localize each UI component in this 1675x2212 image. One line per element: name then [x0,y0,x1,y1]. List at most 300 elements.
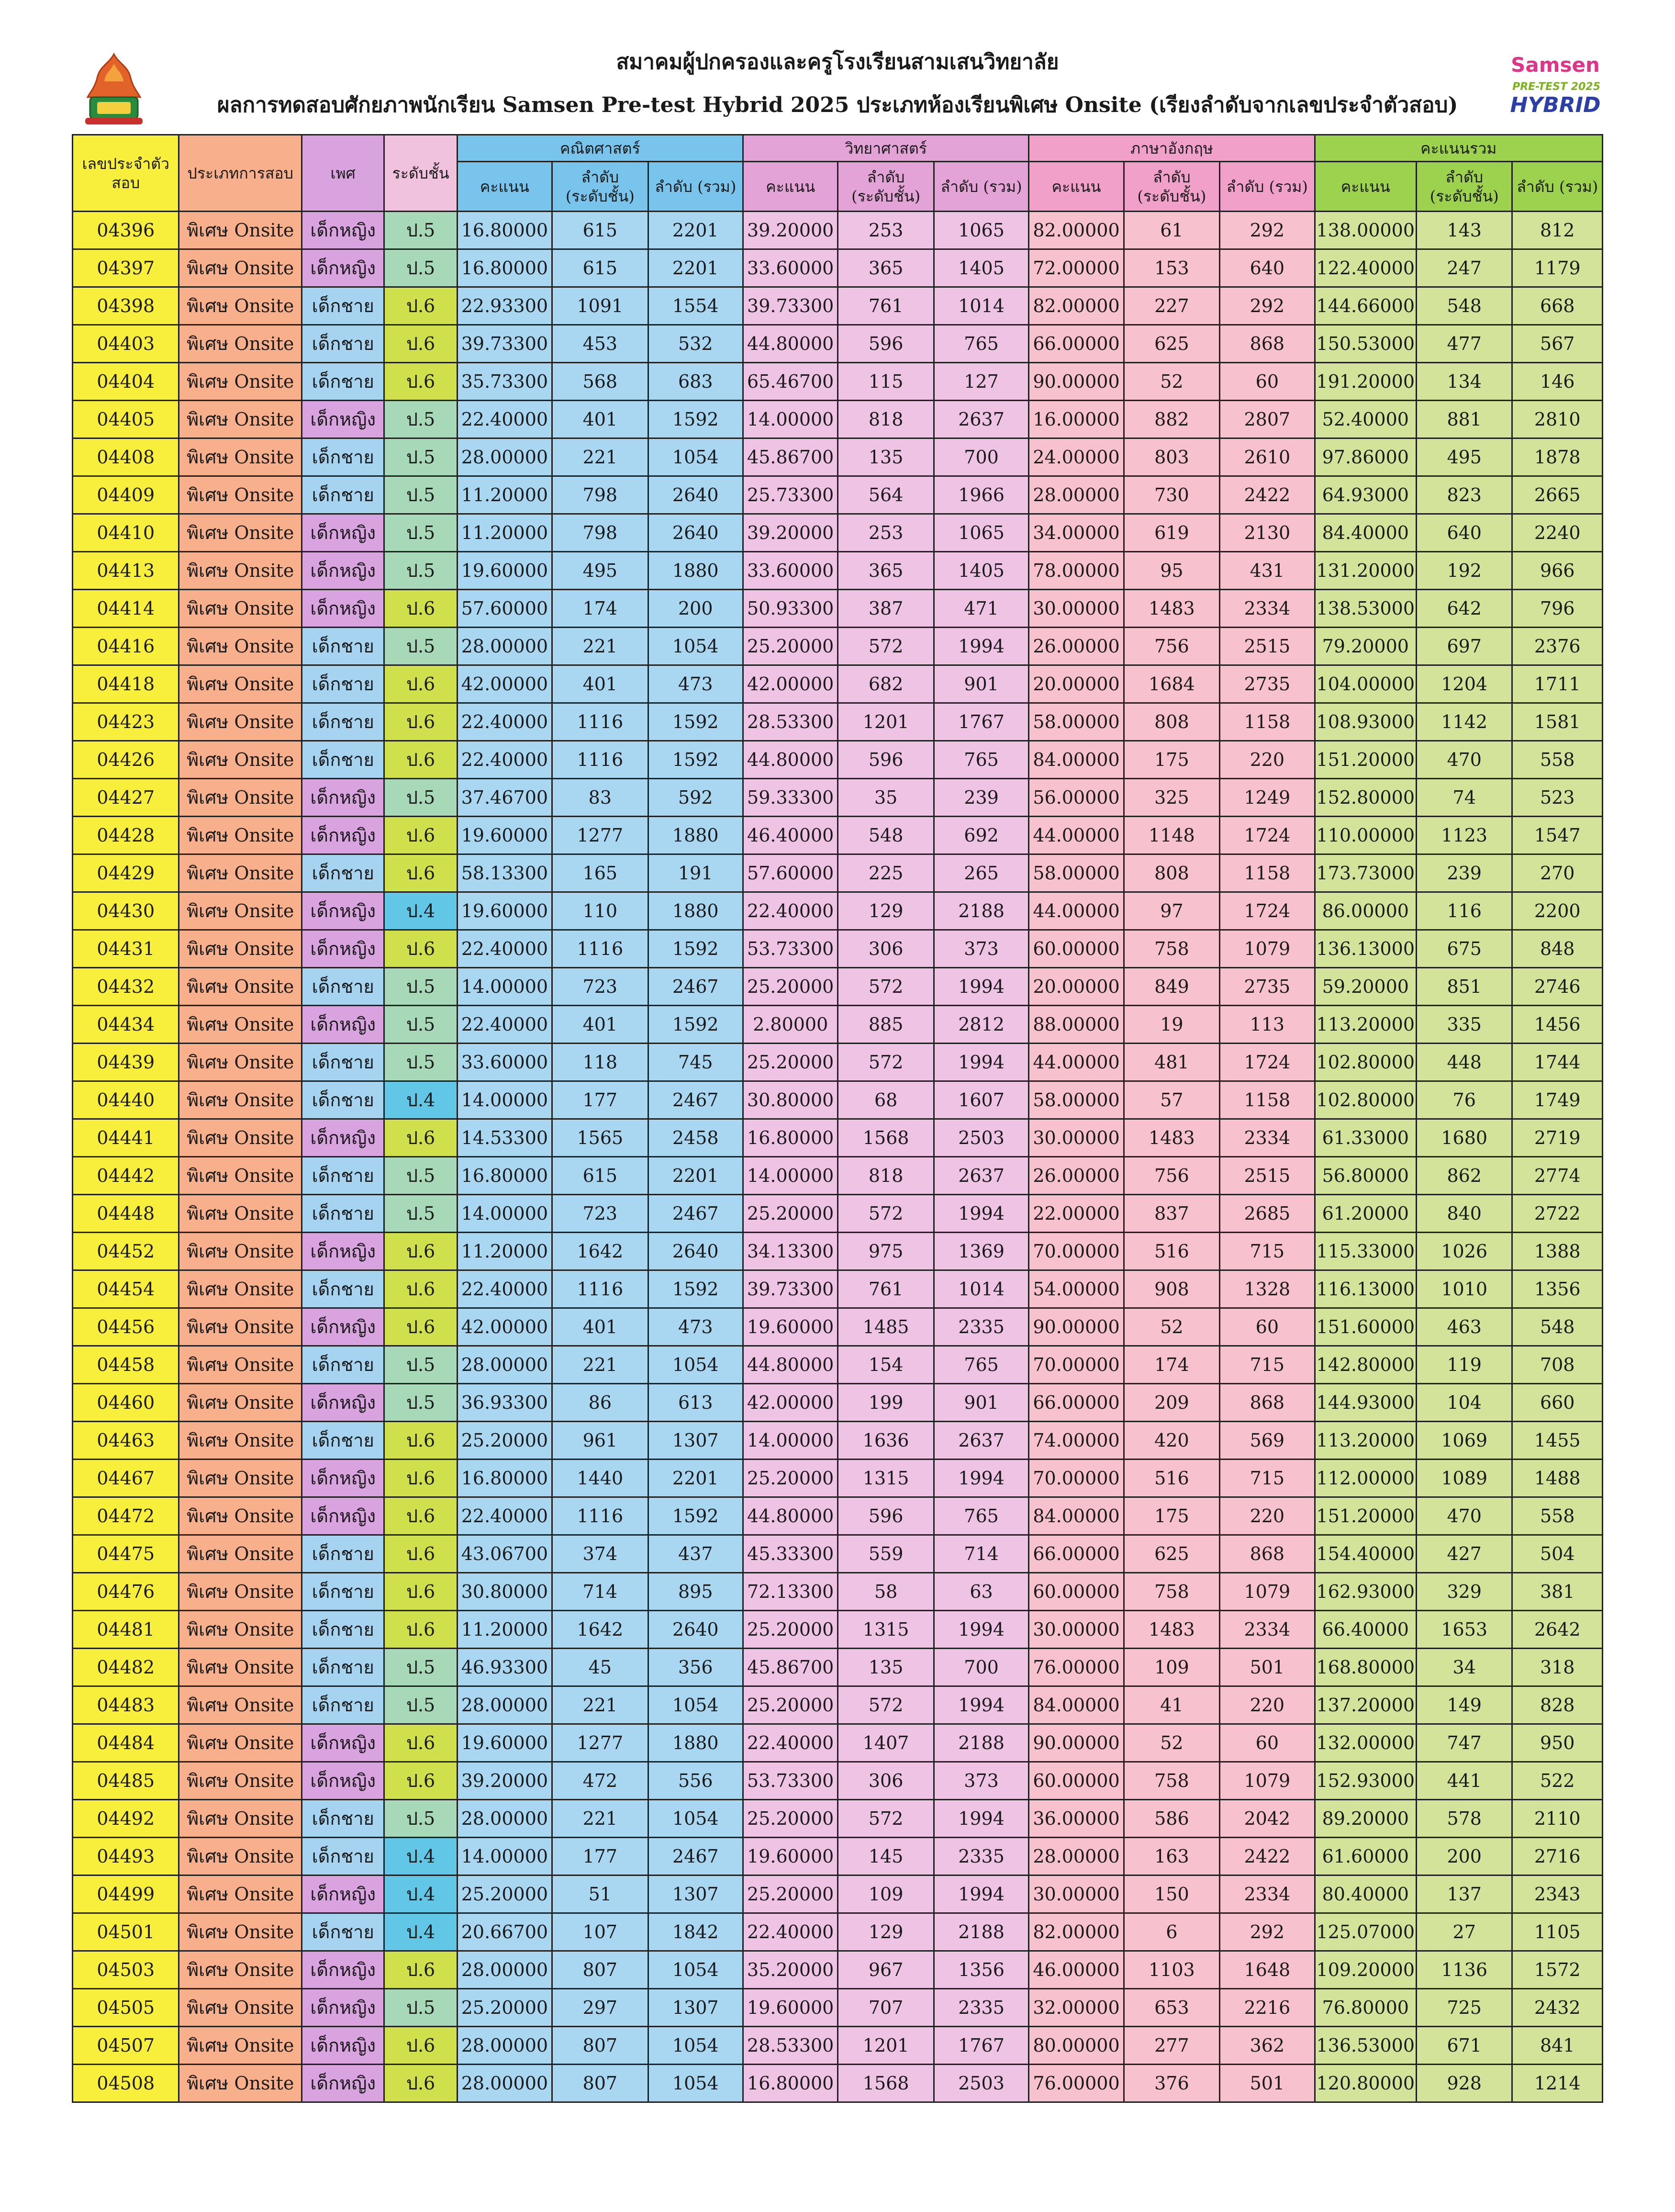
cell-total-rank-level: 116 [1417,892,1512,930]
cell-sex: เด็กหญิง [302,1951,384,1989]
cell-sci-rank-level: 225 [838,854,934,892]
cell-eng-rank-all: 1158 [1220,1081,1315,1119]
cell-math-rank-all: 191 [648,854,743,892]
cell-exam-type: พิเศษ Onsite [179,817,302,854]
cell-sci-rank-all: 1994 [934,1195,1028,1233]
cell-sci-rank-all: 700 [934,438,1028,476]
cell-sci-rank-all: 714 [934,1535,1028,1573]
cell-level: ป.5 [384,514,457,552]
cell-sci-rank-level: 596 [838,325,934,363]
table-row [73,1573,1603,1611]
cell-sci-rank-all: 765 [934,325,1028,363]
cell-exam-id: 04403 [73,325,179,363]
cell-sci-rank-level: 975 [838,1233,934,1270]
cell-total-rank-level: 1204 [1417,665,1512,703]
cell-sci-rank-level: 68 [838,1081,934,1119]
cell-eng-rank-all: 113 [1220,1006,1315,1044]
table-row [73,1422,1603,1460]
table-row [73,1686,1603,1724]
cell-total-score: 86.00000 [1315,892,1416,930]
cell-eng-rank-level: 653 [1124,1989,1219,2027]
cell-total-rank-all: 2642 [1512,1611,1603,1649]
group-math: คณิตศาสตร์ [457,135,743,162]
cell-total-rank-all: 522 [1512,1762,1603,1800]
cell-eng-rank-all: 2610 [1220,438,1315,476]
cell-level: ป.6 [384,1762,457,1800]
cell-math-rank-all: 1054 [648,628,743,665]
cell-math-rank-all: 200 [648,590,743,628]
cell-exam-type: พิเศษ Onsite [179,438,302,476]
cell-math-score: 28.00000 [457,2027,552,2065]
cell-exam-type: พิเศษ Onsite [179,1195,302,1233]
cell-total-rank-all: 1388 [1512,1233,1603,1270]
cell-exam-id: 04426 [73,741,179,779]
table-row [73,1006,1603,1044]
cell-total-score: 97.86000 [1315,438,1416,476]
cell-sci-score: 19.60000 [743,1308,838,1346]
cell-math-score: 28.00000 [457,2065,552,2102]
cell-eng-rank-level: 6 [1124,1913,1219,1951]
cell-math-score: 16.80000 [457,1460,552,1497]
cell-exam-type: พิเศษ Onsite [179,1989,302,2027]
cell-level: ป.6 [384,1270,457,1308]
cell-math-rank-level: 51 [552,1875,648,1913]
cell-total-rank-all: 1179 [1512,249,1603,287]
table-row [73,665,1603,703]
cell-sex: เด็กหญิง [302,1460,384,1497]
cell-total-rank-all: 848 [1512,930,1603,968]
cell-sci-rank-all: 1767 [934,2027,1028,2065]
cell-sci-rank-all: 1767 [934,703,1028,741]
cell-math-score: 14.00000 [457,1081,552,1119]
cell-math-rank-all: 356 [648,1649,743,1686]
cell-total-rank-all: 1581 [1512,703,1603,741]
cell-sci-score: 42.00000 [743,1384,838,1422]
cell-eng-rank-all: 2735 [1220,968,1315,1006]
col-math-rank-all: ลำดับ (รวม) [648,162,743,212]
cell-eng-score: 76.00000 [1029,2065,1124,2102]
cell-sci-score: 22.40000 [743,1913,838,1951]
cell-math-rank-all: 2467 [648,1838,743,1875]
cell-total-rank-all: 523 [1512,779,1603,817]
cell-sci-rank-all: 2335 [934,1308,1028,1346]
cell-math-score: 43.06700 [457,1535,552,1573]
cell-total-rank-level: 495 [1417,438,1512,476]
cell-math-rank-level: 221 [552,628,648,665]
cell-total-score: 102.80000 [1315,1044,1416,1081]
cell-sci-rank-level: 109 [838,1875,934,1913]
cell-exam-type: พิเศษ Onsite [179,1800,302,1838]
logo-hybrid-text: HYBRID [1510,93,1601,117]
page-title: สมาคมผู้ปกครองและครูโรงเรียนสามเสนวิทยาลัย [616,50,1059,74]
cell-math-score: 11.20000 [457,476,552,514]
cell-math-rank-level: 798 [552,476,648,514]
cell-exam-type: พิเศษ Onsite [179,892,302,930]
cell-sci-rank-all: 901 [934,665,1028,703]
cell-math-score: 57.60000 [457,590,552,628]
cell-exam-type: พิเศษ Onsite [179,1384,302,1422]
cell-math-rank-all: 2640 [648,1611,743,1649]
cell-eng-score: 84.00000 [1029,1497,1124,1535]
cell-eng-score: 76.00000 [1029,1649,1124,1686]
cell-total-rank-all: 270 [1512,854,1603,892]
cell-eng-rank-level: 808 [1124,703,1219,741]
table-row [73,1649,1603,1686]
cell-math-rank-level: 297 [552,1989,648,2027]
cell-sci-score: 44.80000 [743,741,838,779]
cell-total-score: 76.80000 [1315,1989,1416,2027]
table-row [73,1951,1603,1989]
cell-sci-score: 16.80000 [743,2065,838,2102]
table-row [73,854,1603,892]
cell-total-rank-level: 640 [1417,514,1512,552]
cell-math-score: 14.53300 [457,1119,552,1157]
cell-eng-score: 58.00000 [1029,854,1124,892]
cell-total-rank-level: 697 [1417,628,1512,665]
cell-exam-id: 04428 [73,817,179,854]
cell-sex: เด็กหญิง [302,930,384,968]
cell-eng-score: 78.00000 [1029,552,1124,590]
cell-eng-rank-level: 41 [1124,1686,1219,1724]
cell-math-rank-all: 532 [648,325,743,363]
cell-math-rank-all: 1554 [648,287,743,325]
cell-exam-type: พิเศษ Onsite [179,1762,302,1800]
table-row [73,1157,1603,1195]
cell-math-score: 36.93300 [457,1384,552,1422]
cell-eng-rank-level: 52 [1124,1308,1219,1346]
cell-exam-id: 04458 [73,1346,179,1384]
cell-math-rank-level: 495 [552,552,648,590]
cell-level: ป.6 [384,287,457,325]
cell-total-rank-all: 841 [1512,2027,1603,2065]
cell-sci-rank-level: 135 [838,1649,934,1686]
cell-total-rank-level: 642 [1417,590,1512,628]
cell-sci-rank-level: 154 [838,1346,934,1384]
cell-sci-rank-level: 682 [838,665,934,703]
cell-sex: เด็กหญิง [302,401,384,438]
cell-exam-type: พิเศษ Onsite [179,1686,302,1724]
cell-math-rank-all: 1592 [648,1270,743,1308]
cell-total-rank-all: 1749 [1512,1081,1603,1119]
cell-sci-rank-all: 1014 [934,1270,1028,1308]
cell-eng-rank-all: 2042 [1220,1800,1315,1838]
cell-exam-id: 04448 [73,1195,179,1233]
cell-eng-rank-all: 1724 [1220,1044,1315,1081]
cell-total-rank-all: 1878 [1512,438,1603,476]
cell-total-rank-all: 2376 [1512,628,1603,665]
col-exam-id: เลขประจำตัว สอบ [73,135,179,212]
cell-eng-score: 66.00000 [1029,1384,1124,1422]
table-row [73,2065,1603,2102]
cell-eng-rank-level: 95 [1124,552,1219,590]
cell-total-rank-level: 427 [1417,1535,1512,1573]
cell-total-rank-level: 143 [1417,212,1512,249]
cell-eng-rank-level: 516 [1124,1460,1219,1497]
cell-math-rank-all: 2640 [648,514,743,552]
cell-sci-rank-all: 2812 [934,1006,1028,1044]
cell-math-score: 14.00000 [457,968,552,1006]
cell-eng-score: 82.00000 [1029,1913,1124,1951]
cell-math-rank-level: 453 [552,325,648,363]
cell-sci-rank-level: 818 [838,1157,934,1195]
cell-math-score: 22.40000 [457,1270,552,1308]
cell-total-rank-level: 119 [1417,1346,1512,1384]
cell-sci-score: 30.80000 [743,1081,838,1119]
cell-sex: เด็กหญิง [302,1989,384,2027]
cell-exam-id: 04481 [73,1611,179,1649]
cell-sex: เด็กหญิง [302,1497,384,1535]
cell-level: ป.6 [384,1233,457,1270]
cell-exam-id: 04463 [73,1422,179,1460]
cell-sci-score: 19.60000 [743,1989,838,2027]
cell-exam-id: 04413 [73,552,179,590]
cell-sex: เด็กชาย [302,363,384,401]
cell-sci-score: 22.40000 [743,1724,838,1762]
cell-sci-score: 2.80000 [743,1006,838,1044]
cell-sci-score: 39.73300 [743,287,838,325]
cell-eng-score: 56.00000 [1029,779,1124,817]
cell-eng-score: 20.00000 [1029,665,1124,703]
cell-eng-rank-all: 431 [1220,552,1315,590]
cell-level: ป.5 [384,1006,457,1044]
cell-math-rank-all: 2467 [648,1195,743,1233]
cell-exam-type: พิเศษ Onsite [179,1535,302,1573]
cell-total-score: 59.20000 [1315,968,1416,1006]
cell-sci-score: 42.00000 [743,665,838,703]
cell-total-score: 136.13000 [1315,930,1416,968]
cell-exam-id: 04440 [73,1081,179,1119]
table-row [73,968,1603,1006]
cell-math-rank-level: 1277 [552,817,648,854]
cell-sci-score: 39.20000 [743,514,838,552]
cell-sci-score: 25.20000 [743,1460,838,1497]
table-row [73,741,1603,779]
cell-sci-rank-all: 765 [934,1346,1028,1384]
cell-eng-rank-all: 1079 [1220,930,1315,968]
cell-level: ป.4 [384,1875,457,1913]
cell-sci-rank-all: 1994 [934,1460,1028,1497]
cell-sci-score: 25.20000 [743,628,838,665]
cell-sci-score: 25.20000 [743,968,838,1006]
cell-math-rank-all: 1307 [648,1875,743,1913]
cell-eng-rank-all: 292 [1220,287,1315,325]
cell-eng-rank-all: 2334 [1220,1875,1315,1913]
cell-exam-id: 04427 [73,779,179,817]
cell-total-rank-level: 671 [1417,2027,1512,2065]
cell-total-rank-level: 1123 [1417,817,1512,854]
cell-math-rank-level: 401 [552,665,648,703]
cell-level: ป.6 [384,703,457,741]
cell-sci-score: 45.33300 [743,1535,838,1573]
cell-exam-id: 04472 [73,1497,179,1535]
cell-exam-id: 04505 [73,1989,179,2027]
cell-math-score: 39.73300 [457,325,552,363]
cell-eng-score: 30.00000 [1029,1611,1124,1649]
cell-eng-rank-level: 803 [1124,438,1219,476]
cell-math-score: 19.60000 [457,817,552,854]
cell-exam-type: พิเศษ Onsite [179,703,302,741]
cell-total-score: 144.93000 [1315,1384,1416,1422]
cell-eng-score: 26.00000 [1029,628,1124,665]
cell-total-score: 79.20000 [1315,628,1416,665]
cell-sci-rank-all: 2503 [934,2065,1028,2102]
cell-sci-rank-all: 1994 [934,1044,1028,1081]
cell-exam-type: พิเศษ Onsite [179,552,302,590]
table-row [73,401,1603,438]
cell-level: ป.6 [384,1119,457,1157]
cell-exam-type: พิเศษ Onsite [179,930,302,968]
cell-level: ป.4 [384,1081,457,1119]
cell-sex: เด็กหญิง [302,552,384,590]
cell-sci-rank-level: 115 [838,363,934,401]
cell-sex: เด็กชาย [302,476,384,514]
cell-sci-score: 39.20000 [743,212,838,249]
cell-sci-score: 25.20000 [743,1611,838,1649]
cell-total-rank-level: 74 [1417,779,1512,817]
cell-sci-rank-all: 765 [934,1497,1028,1535]
cell-total-rank-all: 2810 [1512,401,1603,438]
cell-total-rank-all: 812 [1512,212,1603,249]
cell-total-score: 152.93000 [1315,1762,1416,1800]
cell-sci-score: 46.40000 [743,817,838,854]
table-row [73,438,1603,476]
cell-eng-rank-all: 1724 [1220,817,1315,854]
cell-sci-rank-all: 1356 [934,1951,1028,1989]
cell-sex: เด็กหญิง [302,1308,384,1346]
table-row [73,1195,1603,1233]
cell-sex: เด็กหญิง [302,1119,384,1157]
cell-math-rank-level: 1116 [552,741,648,779]
cell-sci-rank-level: 1568 [838,1119,934,1157]
table-row [73,1724,1603,1762]
cell-level: ป.6 [384,1573,457,1611]
table-row [73,1913,1603,1951]
cell-total-rank-level: 881 [1417,401,1512,438]
cell-exam-type: พิเศษ Onsite [179,1611,302,1649]
cell-math-rank-level: 615 [552,249,648,287]
cell-sci-score: 14.00000 [743,1422,838,1460]
cell-total-rank-all: 381 [1512,1573,1603,1611]
cell-total-rank-all: 708 [1512,1346,1603,1384]
cell-level: ป.6 [384,2065,457,2102]
cell-math-rank-level: 615 [552,1157,648,1195]
cell-math-rank-level: 221 [552,1686,648,1724]
cell-sci-rank-all: 2335 [934,1989,1028,2027]
cell-exam-id: 04418 [73,665,179,703]
cell-total-rank-level: 747 [1417,1724,1512,1762]
cell-exam-type: พิเศษ Onsite [179,665,302,703]
cell-math-rank-all: 613 [648,1384,743,1422]
cell-eng-rank-level: 758 [1124,1762,1219,1800]
cell-eng-rank-level: 882 [1124,401,1219,438]
col-eng-score: คะแนน [1029,162,1124,212]
cell-total-rank-all: 1214 [1512,2065,1603,2102]
cell-exam-type: พิเศษ Onsite [179,968,302,1006]
cell-exam-type: พิเศษ Onsite [179,1724,302,1762]
cell-total-rank-all: 548 [1512,1308,1603,1346]
cell-eng-score: 84.00000 [1029,741,1124,779]
cell-total-score: 191.20000 [1315,363,1416,401]
cell-total-rank-level: 1653 [1417,1611,1512,1649]
cell-math-rank-level: 45 [552,1649,648,1686]
cell-eng-rank-level: 19 [1124,1006,1219,1044]
cell-eng-rank-level: 625 [1124,1535,1219,1573]
cell-eng-score: 58.00000 [1029,703,1124,741]
cell-math-rank-all: 2458 [648,1119,743,1157]
table-row [73,1611,1603,1649]
cell-total-rank-level: 1136 [1417,1951,1512,1989]
cell-sci-rank-all: 1607 [934,1081,1028,1119]
cell-total-rank-all: 1456 [1512,1006,1603,1044]
table-row [73,1762,1603,1800]
cell-sci-score: 25.20000 [743,1686,838,1724]
cell-math-rank-level: 86 [552,1384,648,1422]
cell-sci-rank-all: 1994 [934,628,1028,665]
cell-eng-rank-all: 569 [1220,1422,1315,1460]
cell-total-rank-level: 1010 [1417,1270,1512,1308]
cell-level: ป.6 [384,590,457,628]
cell-sci-rank-all: 1994 [934,1686,1028,1724]
cell-eng-rank-all: 1079 [1220,1762,1315,1800]
cell-total-score: 122.40000 [1315,249,1416,287]
cell-total-rank-level: 441 [1417,1762,1512,1800]
cell-sci-rank-all: 700 [934,1649,1028,1686]
cell-eng-rank-level: 174 [1124,1346,1219,1384]
cell-exam-id: 04423 [73,703,179,741]
cell-exam-type: พิเศษ Onsite [179,2065,302,2102]
cell-math-score: 46.93300 [457,1649,552,1686]
cell-sex: เด็กหญิง [302,2027,384,2065]
cell-total-rank-level: 76 [1417,1081,1512,1119]
cell-eng-rank-all: 868 [1220,1384,1315,1422]
cell-level: ป.5 [384,438,457,476]
cell-sci-rank-level: 35 [838,779,934,817]
cell-math-rank-all: 1054 [648,2027,743,2065]
cell-sci-score: 59.33300 [743,779,838,817]
col-level: ระดับชั้น [384,135,457,212]
cell-eng-score: 16.00000 [1029,401,1124,438]
col-total-rank-level: ลำดับ (ระดับชั้น) [1417,162,1512,212]
table-row [73,1270,1603,1308]
cell-math-rank-all: 1880 [648,552,743,590]
cell-sci-rank-level: 1315 [838,1611,934,1649]
cell-sci-rank-level: 135 [838,438,934,476]
cell-math-rank-all: 1054 [648,2065,743,2102]
cell-level: ป.6 [384,1460,457,1497]
cell-math-rank-all: 1592 [648,1497,743,1535]
cell-eng-score: 70.00000 [1029,1233,1124,1270]
cell-eng-rank-level: 57 [1124,1081,1219,1119]
cell-math-rank-all: 1592 [648,703,743,741]
cell-exam-id: 04507 [73,2027,179,2065]
cell-exam-id: 04410 [73,514,179,552]
cell-sci-rank-level: 572 [838,1195,934,1233]
table-row [73,1497,1603,1535]
cell-total-rank-all: 2719 [1512,1119,1603,1157]
table-row [73,1535,1603,1573]
cell-math-rank-level: 568 [552,363,648,401]
cell-math-score: 11.20000 [457,1611,552,1649]
cell-math-rank-all: 1592 [648,1006,743,1044]
results-table [72,134,1603,2103]
cell-exam-type: พิเศษ Onsite [179,401,302,438]
results-body [73,212,1603,2102]
cell-sci-rank-all: 239 [934,779,1028,817]
cell-eng-score: 30.00000 [1029,1875,1124,1913]
cell-math-rank-level: 1565 [552,1119,648,1157]
cell-level: ป.4 [384,892,457,930]
cell-total-rank-level: 34 [1417,1649,1512,1686]
